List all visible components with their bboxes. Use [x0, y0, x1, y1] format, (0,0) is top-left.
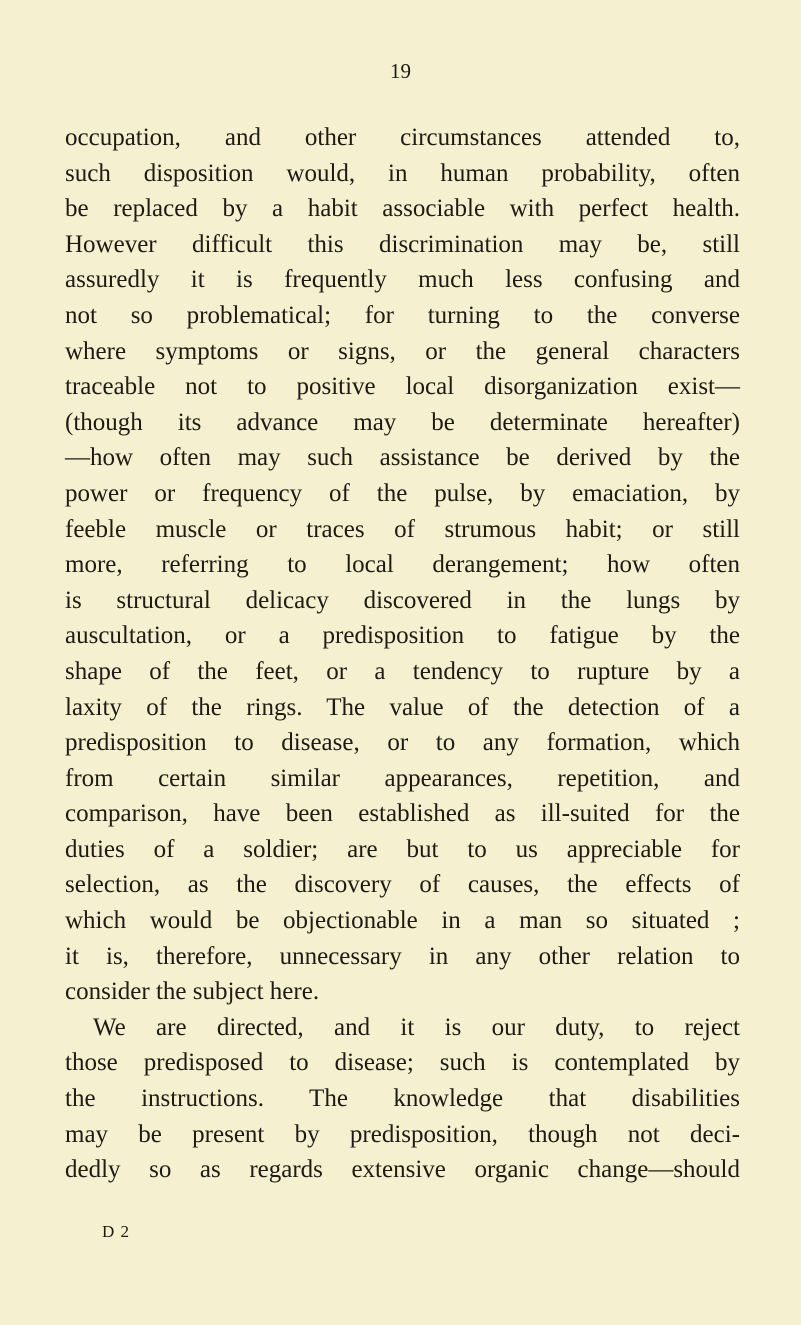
text-line: —how often may such assistance be derived by the	[65, 444, 740, 472]
text-line: not so problematical; for turning to the converse	[65, 301, 740, 329]
text-line: occupation, and other circumstances attended to,	[65, 124, 740, 151]
paragraph-end-line: consider the subject here.	[65, 978, 320, 1006]
text-line: those predisposed to disease; such is contemplated by	[65, 1049, 740, 1077]
text-line: which would be objectionable in a man so situated ;	[65, 907, 740, 935]
text-line: may be present by predisposition, though not deci-	[65, 1120, 740, 1148]
text-line: laxity of the rings. The value of the detection of a	[65, 693, 740, 721]
text-line: the instructions. The knowledge that disabilities	[65, 1085, 740, 1113]
text-line: where symptoms or signs, or the general characters	[65, 337, 740, 365]
text-line: duties of a soldier; are but to us appreciable for	[65, 835, 740, 863]
text-line: power or frequency of the pulse, by emaciation, by	[65, 479, 740, 507]
body-text	[65, 120, 740, 1188]
text-line: is structural delicacy discovered in the lungs by	[65, 586, 740, 614]
text-line: shape of the feet, or a tendency to rupture by a	[65, 657, 740, 685]
text-line: comparison, have been established as ill-suited for the	[65, 800, 740, 828]
text-line: traceable not to positive local disorganization exist—	[65, 373, 740, 401]
text-line: However difficult this discrimination may be, still	[65, 230, 740, 258]
text-line: selection, as the discovery of causes, the effects of	[65, 871, 740, 899]
text-line: such disposition would, in human probability, often	[65, 159, 740, 187]
text-line: (though its advance may be determinate hereafter)	[65, 408, 740, 436]
page-number: 19	[390, 59, 411, 83]
signature-mark: D 2	[102, 1222, 131, 1241]
text-line: more, referring to local derangement; how often	[65, 551, 740, 579]
text-line: feeble muscle or traces of strumous habit; or still	[65, 515, 740, 543]
text-line: predisposition to disease, or to any formation, which	[65, 729, 740, 757]
text-line: be replaced by a habit associable with perfect health.	[65, 195, 740, 223]
text-line: auscultation, or a predisposition to fatigue by the	[65, 622, 740, 650]
text-line: it is, therefore, unnecessary in any other relation to	[65, 942, 740, 970]
text-line: dedly so as regards extensive organic change—should	[65, 1156, 740, 1184]
text-line: from certain similar appearances, repetition, and	[65, 764, 740, 792]
text-line: assuredly it is frequently much less confusing and	[65, 266, 740, 294]
paragraph-start-line: We are directed, and it is our duty, to reject	[93, 1013, 740, 1041]
